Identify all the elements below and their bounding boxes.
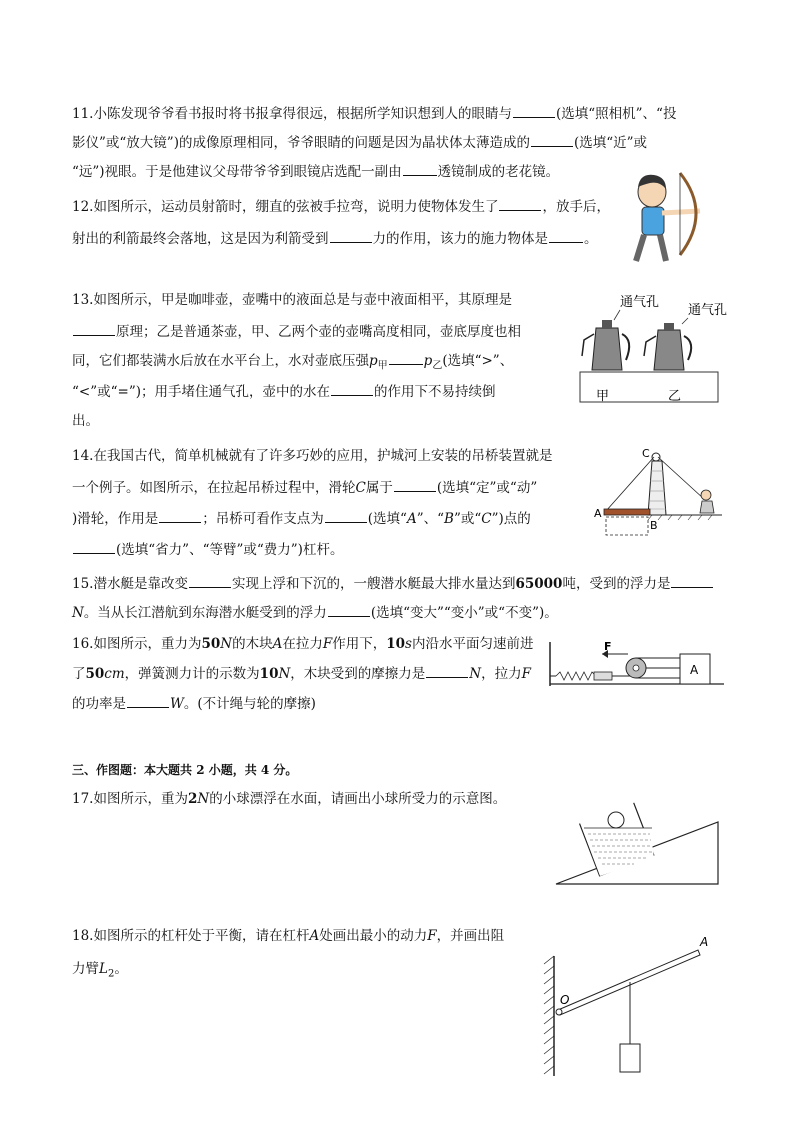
label-jia: 甲 (596, 389, 610, 404)
answer-blank (189, 574, 231, 588)
q11-line1: 11.小陈发现爷爷看书报时将书报拿得很远，根据所学知识想到人的眼睛与 (选填“照相机”、“投 (72, 106, 677, 122)
q14-line3: )滑轮，作用是 ；吊桥可看作支点为 (选填“A”、“B”或“C”)点的 (72, 511, 531, 527)
q15-line1: 15.潜水艇是靠改变 实现上浮和下沉的，一艘潜水艇最大排水量达到65000吨，受到的浮力是 (72, 574, 714, 594)
q11-line2: 影仪”或“放大镜”)的成像原理相同，爷爷眼睛的问题是因为晶状体太薄造成的 (选填“近”或 (72, 135, 648, 151)
floating-ball-figure (554, 798, 724, 888)
lever-figure (540, 930, 720, 1080)
drawbridge-figure (592, 445, 727, 540)
answer-blank (403, 162, 437, 176)
answer-blank (328, 603, 370, 617)
q13-line1: 13.如图所示，甲是咖啡壶，壶嘴中的液面总是与壶中液面相平，其原理是 (72, 292, 512, 308)
answer-blank (549, 229, 583, 243)
q11-line3: “远”)视眼。于是他建议父母带爷爷到眼镜店选配一副由 透镜制成的老花镜。 (72, 164, 560, 180)
label-yi: 乙 (668, 389, 682, 404)
point-a-label: A (594, 507, 602, 520)
answer-blank (389, 351, 423, 365)
point-a-label: A (700, 935, 709, 949)
q16-line1: 16.如图所示，重力为50N的木块A在拉力F作用下，10s内沿水平面匀速前进 (72, 636, 534, 652)
answer-blank (331, 382, 373, 396)
force-f-label: F (604, 640, 612, 653)
q14-line1: 14.在我国古代，简单机械就有了许多巧妙的应用，护城河上安装的吊桥装置就是 (72, 448, 553, 464)
q12-line1: 12.如图所示，运动员射箭时，绷直的弦被手拉弯，说明力使物体发生了 ，放手后， (72, 199, 610, 215)
block-a-label: A (690, 663, 699, 677)
q18-line1: 18.如图所示的杠杆处于平衡，请在杠杆A处画出最小的动力F，并画出阻 (72, 928, 505, 944)
section-3-heading: 三、作图题：本大题共 2 小题，共 4 分。 (72, 763, 298, 777)
q15-line2: N。当从长江潜航到东海潜水艇受到的浮力 (选填“变大”“变小”或“不变”)。 (72, 605, 558, 621)
answer-blank (159, 509, 201, 523)
q14-line4: (选填“省力”、“等臂”或“费力”)杠杆。 (72, 540, 343, 560)
point-c-label: C (642, 447, 650, 460)
answer-blank (499, 197, 541, 211)
vent-label-yi: 通气孔 (688, 303, 728, 318)
q13-line4: “<”或“=”)；用手堵住通气孔，壶中的水在 的作用下不易持续倒 (72, 384, 496, 400)
q16-line2: 了50cm，弹簧测力计的示数为10N，木块受到的摩擦力是 N，拉力F (72, 666, 531, 682)
q13-line3: 同，它们都装满水后放在水平台上，水对壶底压强$p_甲$ $p_乙$(选填“>”、 (72, 353, 514, 372)
pulley-figure (548, 638, 728, 690)
q12-line2: 射出的利箭最终会落地，这是因为利箭受到 力的作用，该力的施力物体是 。 (72, 231, 598, 247)
point-b-label: B (650, 519, 658, 532)
q14-line2: 一个例子。如图所示，在拉起吊桥过程中，滑轮C属于 (选填“定”或“动” (72, 480, 538, 496)
answer-blank (73, 322, 115, 336)
answer-blank (325, 509, 367, 523)
q18-line2: 力臂$L_2$。 (72, 961, 128, 980)
answer-blank (394, 478, 436, 492)
vent-label-jia: 通气孔 (620, 295, 660, 310)
answer-blank (73, 540, 115, 554)
answer-blank (127, 694, 169, 708)
q16-line3: 的功率是 W。(不计绳与轮的摩擦) (72, 696, 316, 712)
archer-figure (622, 165, 712, 270)
q13-line5: 出。 (72, 413, 99, 429)
answer-blank (330, 229, 372, 243)
q13-line2: 原理；乙是普通茶壶，甲、乙两个壶的壶嘴高度相同，壶底厚度也相 (72, 322, 521, 342)
answer-blank (671, 574, 713, 588)
answer-blank (426, 664, 468, 678)
q17-line1: 17.如图所示，重为2N的小球漂浮在水面，请画出小球所受力的示意图。 (72, 791, 507, 807)
answer-blank (531, 133, 573, 147)
answer-blank (513, 104, 555, 118)
pivot-o-label: O (560, 993, 570, 1007)
teapots-figure (578, 290, 738, 405)
